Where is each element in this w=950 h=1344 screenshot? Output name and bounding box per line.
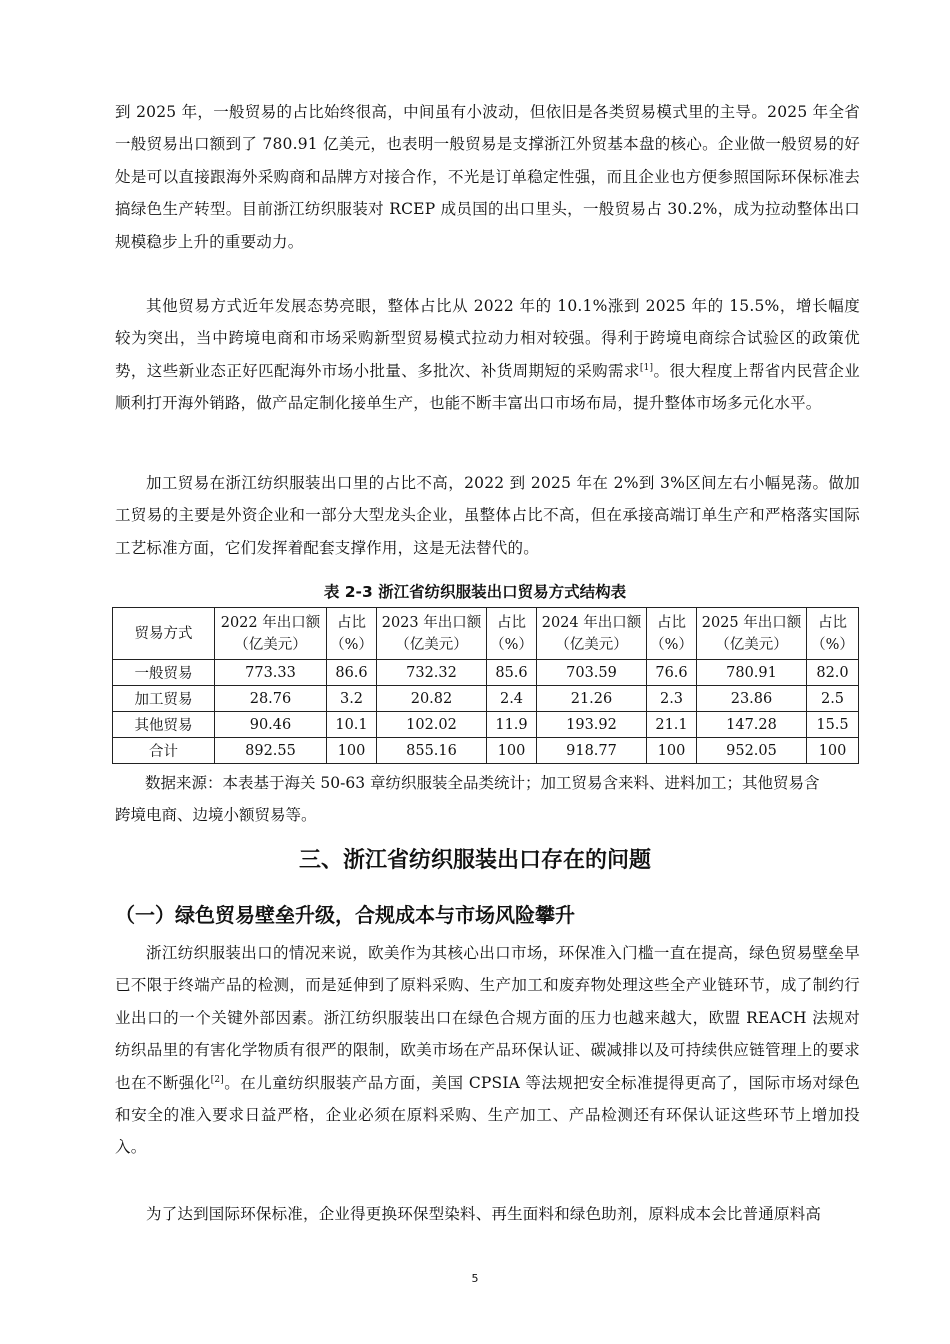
header-2024-share: 占比 （%） [647,608,697,660]
cell-share: 100 [487,738,537,764]
table-row [113,660,859,686]
cell-value: 147.28 [697,712,807,738]
table-header-row [113,608,859,660]
cell-mode: 合计 [113,738,215,764]
cell-share: 85.6 [487,660,537,686]
header-2023-amount: 2023 年出口额 （亿美元） [377,608,487,660]
cell-mode: 其他贸易 [113,712,215,738]
header-2024-amount: 2024 年出口额 （亿美元） [537,608,647,660]
cell-value: 773.33 [215,660,327,686]
paragraph-general-trade: 到 2025 年，一般贸易的占比始终很高，中间虽有小波动，但依旧是各类贸易模式里的主导。2025 年全省一般贸易出口额到了 780.91 亿美元，也表明一般贸易是支撑浙江外贸基本盘的核心。企业做一般贸易的好处是可以直接跟海外采购商和品牌方对接合作，不光是订单稳定性强，而且企业也方便参照国际环保标准去搞绿色生产转型。目前浙江纺织服装对 RCEP 成员国的出口里头，一般贸易占 30.2%，成为拉动整体出口规模稳步上升的重要动力。 [115,103,860,251]
section-heading: 三、浙江省纺织服装出口存在的问题 [298,848,651,873]
paragraph-other-trade-tail: 。很大程度上帮省内民营企业顺利打开海外销路，做产品定制化接单生产，也能不断丰富出口市场布局，提升整体市场多元化水平。 [115,361,860,413]
cell-value: 23.86 [697,686,807,712]
header-trade-mode: 贸易方式 [113,608,215,660]
cell-value: 952.05 [697,738,807,764]
cell-share: 3.2 [327,686,377,712]
paragraph-green-barriers [115,937,860,1164]
paragraph-cost: 为了达到国际环保标准，企业得更换环保型染料、再生面料和绿色助剂，原料成本会比普通原料高 [146,1205,822,1223]
cell-share: 15.5 [807,712,859,738]
cell-share: 21.1 [647,712,697,738]
cell-value: 21.26 [537,686,647,712]
cell-value: 20.82 [377,686,487,712]
cell-share: 11.9 [487,712,537,738]
cell-value: 918.77 [537,738,647,764]
cell-value: 732.32 [377,660,487,686]
table-source-note [115,767,860,831]
cell-share: 2.4 [487,686,537,712]
citation-ref-1[interactable]: [1] [639,362,654,373]
cell-share: 100 [647,738,697,764]
table-row-total [113,738,859,764]
cell-share: 10.1 [327,712,377,738]
cell-share: 86.6 [327,660,377,686]
header-2022-share: 占比 （%） [327,608,377,660]
cell-value: 892.55 [215,738,327,764]
trade-structure-table [112,607,859,764]
table-row [113,686,859,712]
table-caption: 表 2-3 浙江省纺织服装出口贸易方式结构表 [323,583,627,601]
cell-value: 193.92 [537,712,647,738]
cell-value: 780.91 [697,660,807,686]
cell-mode: 一般贸易 [113,660,215,686]
source-line-1: 数据来源：本表基于海关 50-63 章纺织服装全品类统计；加工贸易含来料、进料加工；其他贸易含 [145,774,820,792]
paragraph-other-trade-text: 其他贸易方式近年发展态势亮眼，整体占比从 2022 年的 10.1%涨到 2025 年的 15.5%，增长幅度较为突出，当中跨境电商和市场采购新型贸易模式拉动力相对较强。得利于跨境电商综合试验区的政策优势，这些新业态正好匹配海外市场小批量、多批次、补货周期短的采购需求 [115,297,860,380]
cell-share: 76.6 [647,660,697,686]
cell-share: 2.3 [647,686,697,712]
cell-share: 100 [327,738,377,764]
paragraph-other-trade [115,290,860,420]
cell-value: 855.16 [377,738,487,764]
paragraph-green-barriers-tail: 。在儿童纺织服装产品方面，美国 CPSIA 等法规把安全标准提得更高了，国际市场对绿色和安全的准入要求日益严格，企业必须在原料采购、生产加工、产品检测还有环保认证这些环节上增加投入。 [115,1073,860,1157]
header-2025-amount: 2025 年出口额 （亿美元） [697,608,807,660]
cell-share: 82.0 [807,660,859,686]
subsection-heading: （一）绿色贸易壁垒升级，合规成本与市场风险攀升 [115,903,575,927]
paragraph-green-barriers-text: 浙江纺织服装出口的情况来说，欧美作为其核心出口市场，环保准入门槛一直在提高，绿色贸易壁垒早已不限于终端产品的检测，而是延伸到了原料采购、生产加工和废弃物处理这些全产业链环节，成了制约行业出口的一个关键外部因素。浙江纺织服装出口在绿色合规方面的压力也越来越大，欧盟 REACH 法规对纺织品里的有害化学物质有很严的限制，欧美市场在产品环保认证、碳减排以及可持续供应链管理上的要求也在不断强化 [115,944,860,1092]
table-row [113,712,859,738]
header-2023-share: 占比 （%） [487,608,537,660]
paragraph-processing-trade: 加工贸易在浙江纺织服装出口里的占比不高，2022 到 2025 年在 2%到 3%区间左右小幅晃荡。做加工贸易的主要是外资企业和一部分大型龙头企业，虽整体占比不高，但在承接高端订单生产和严格落实国际工艺标准方面，它们发挥着配套支撑作用，这是无法替代的。 [115,474,860,557]
cell-value: 28.76 [215,686,327,712]
header-2025-share: 占比 （%） [807,608,859,660]
header-2022-amount: 2022 年出口额 （亿美元） [215,608,327,660]
cell-share: 100 [807,738,859,764]
source-line-2: 跨境电商、边境小额贸易等。 [115,806,317,824]
cell-value: 90.46 [215,712,327,738]
citation-ref-2[interactable]: [2] [210,1074,225,1085]
page-number: 5 [471,1272,479,1285]
cell-share: 2.5 [807,686,859,712]
cell-value: 102.02 [377,712,487,738]
cell-mode: 加工贸易 [113,686,215,712]
cell-value: 703.59 [537,660,647,686]
